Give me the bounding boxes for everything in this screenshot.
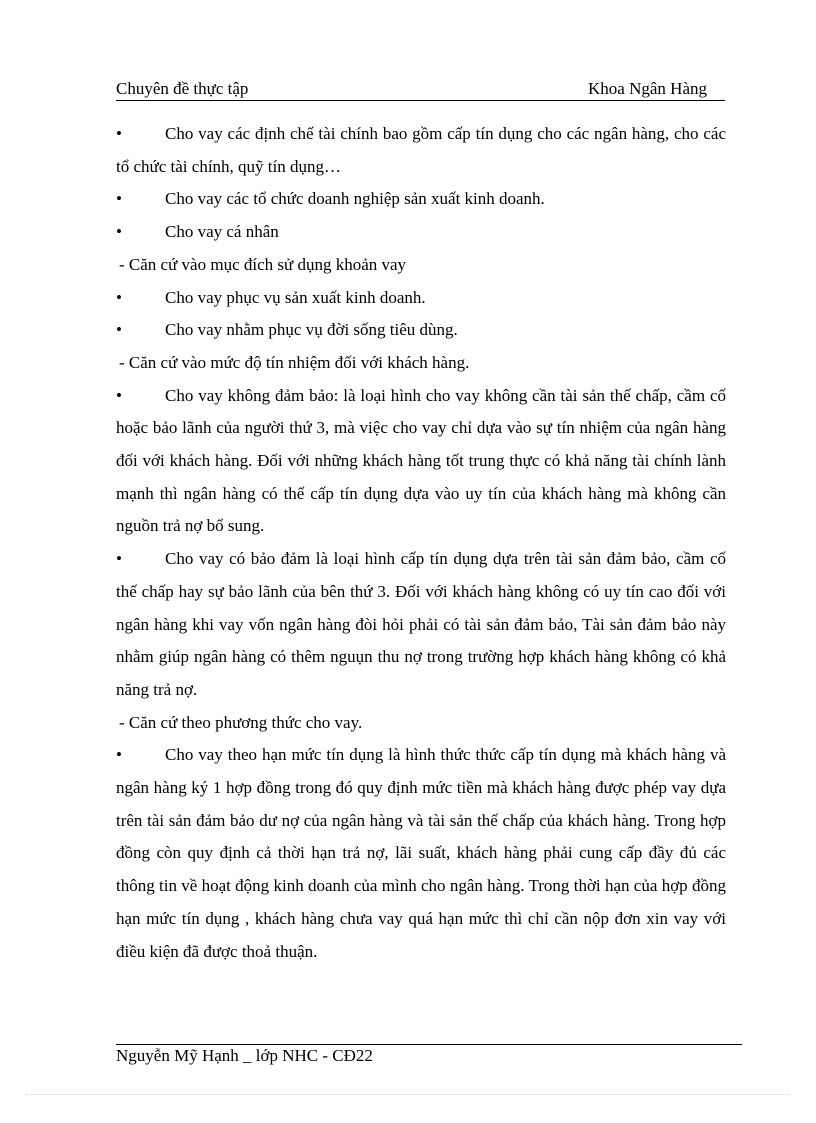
header-faculty: Khoa Ngân Hàng xyxy=(588,79,707,98)
section-criterion: - Căn cứ vào mức độ tín nhiệm đối với khách hàng. xyxy=(119,352,470,372)
bullet-paragraph xyxy=(116,118,726,183)
document-body xyxy=(116,118,726,968)
bullet-icon: • xyxy=(116,385,122,405)
bullet-paragraph xyxy=(116,380,726,544)
bullet-icon: • xyxy=(116,189,122,209)
bullet-icon: • xyxy=(116,320,122,340)
paragraph-text: Cho vay phục vụ sản xuất kinh doanh. xyxy=(165,287,426,307)
bullet-paragraph xyxy=(116,543,726,707)
bullet-icon: • xyxy=(116,124,122,143)
header-document-type: Chuyên đề thực tập xyxy=(116,79,249,98)
paragraph-text: Cho vay theo hạn mức tín dụng là hình thức thức cấp tín dụng mà khách hàng và ngân hàng ký 1 hợp đồng trong đó quy định mức tiền mà khách hàng được phép vay dựa trên tài sản đảm bảo dư nợ của ngân hàng và tài sản thế chấp của khách hàng. Trong hợp đồng còn quy định cả thời hạn trả nợ, lãi suất, khách hàng phải cung cấp đầy đủ các thông tin về hoạt động kinh doanh của mình cho ngân hàng. Trong thời hạn của hợp đồng hạn mức tín dụng , khách hàng chưa vay quá hạn mức thì chỉ cần nộp đơn xin vay với điều kiện đã được thoả thuận. xyxy=(116,745,726,961)
bullet-paragraph xyxy=(116,282,726,315)
paragraph-text: Cho vay các tổ chức doanh nghiệp sản xuất kinh doanh. xyxy=(165,189,545,209)
paragraph-text: Cho vay cá nhân xyxy=(165,222,279,242)
paragraph-text: Cho vay nhằm phục vụ đời sống tiêu dùng. xyxy=(165,320,458,340)
section-criterion: - Căn cứ vào mục đích sử dụng khoản vay xyxy=(119,254,407,274)
bullet-icon: • xyxy=(116,549,122,569)
page-bottom-dotted-rule xyxy=(26,1094,790,1095)
bullet-paragraph xyxy=(116,216,726,249)
bullet-paragraph xyxy=(116,183,726,216)
bullet-paragraph xyxy=(116,739,726,968)
paragraph-text: Cho vay không đảm bảo: là loại hình cho vay không cần tài sản thế chấp, cầm cố hoặc bảo lãnh của người thứ 3, mà việc cho vay chỉ dựa vào sự tín nhiệm của ngân hàng đối với khách hàng. Đối với những khách hàng tốt trung thực có khả năng tài chính lành mạnh thì ngân hàng có thể cấp tín dụng dựa vào uy tín của khách hàng mà không cần nguồn trả nợ bổ sung. xyxy=(116,385,726,536)
section-criterion: - Căn cứ theo phương thức cho vay. xyxy=(119,712,363,732)
footer-author: Nguyễn Mỹ Hạnh _ lớp NHC - CĐ22 xyxy=(116,1046,373,1065)
bullet-paragraph xyxy=(116,314,726,347)
bullet-icon: • xyxy=(116,287,122,307)
paragraph-text: Cho vay có bảo đảm là loại hình cấp tín dụng dựa trên tài sản đảm bảo, cầm cố thế chấp hay sự bảo lãnh của bên thứ 3. Đối với khách hàng không có uy tín cao đối với ngân hàng khi vay vốn ngân hàng đòi hỏi phải có tài sản đảm bảo, Tài sản đảm bảo này nhằm giúp ngân hàng có thêm nguụn thu nợ trong trường hợp khách hàng không có khả năng trả nợ. xyxy=(116,549,726,699)
page-header xyxy=(116,78,725,101)
bullet-icon: • xyxy=(116,745,122,765)
paragraph-text: Cho vay các định chế tài chính bao gồm cấp tín dụng cho các ngân hàng, cho các tổ chức tài chính, quỹ tín dụng… xyxy=(116,124,726,176)
bullet-icon: • xyxy=(116,222,122,242)
